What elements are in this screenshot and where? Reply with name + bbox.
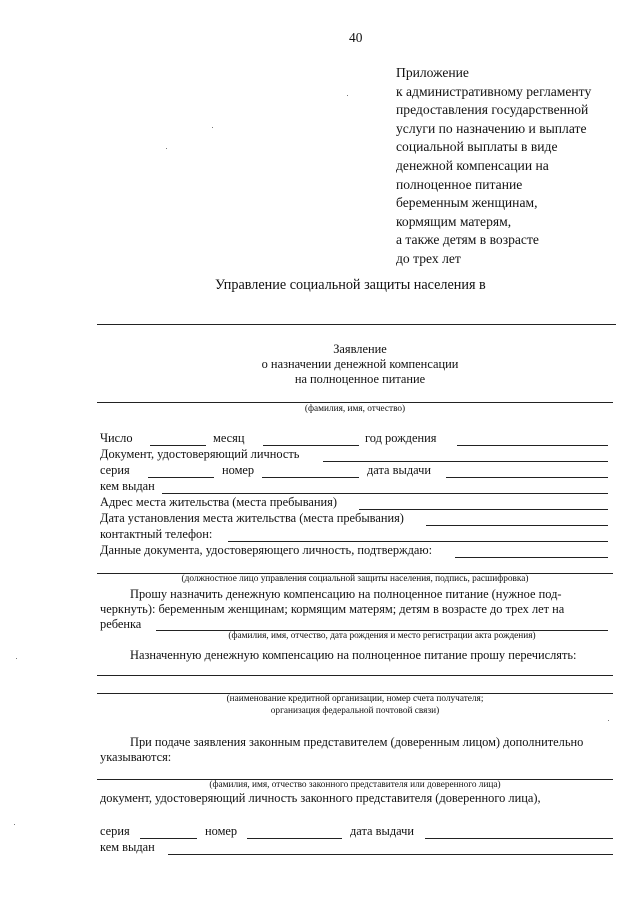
- representative-caption: (фамилия, имя, отчество законного представителя или доверенного лица): [209, 780, 501, 790]
- request-text: ребенка: [100, 617, 142, 631]
- rep-issued-by-field[interactable]: [168, 854, 613, 855]
- form-subtitle: о назначении денежной компенсации: [261, 357, 459, 371]
- scan-speck: [166, 148, 167, 149]
- rep-issue-date-field[interactable]: [425, 838, 613, 839]
- day-field[interactable]: [150, 445, 206, 446]
- addressee-label: Управление социальной защиты населения в: [215, 277, 486, 293]
- appendix-line: Приложение: [396, 65, 469, 80]
- transfer-text: Назначенную денежную компенсацию на полноценное питание прошу перечислять:: [130, 648, 577, 662]
- month-label: месяц: [213, 431, 245, 445]
- phone-field[interactable]: [228, 541, 608, 542]
- bank-caption: (наименование кредитной организации, номер счета получателя;: [226, 694, 484, 704]
- number-label: номер: [222, 463, 255, 477]
- issue-date-label: дата выдачи: [367, 463, 431, 477]
- appendix-line: а также детям в возрасте: [396, 232, 539, 248]
- fio-line[interactable]: [97, 402, 613, 403]
- appendix-line: полноценное питание: [396, 176, 523, 192]
- issued-by-label: кем выдан: [100, 479, 155, 493]
- representative-text: При подаче заявления законным представителем (доверенным лицом) дополнительно: [130, 735, 584, 749]
- day-label: Число: [100, 431, 133, 445]
- addressee-line[interactable]: [97, 324, 616, 325]
- scan-speck: [608, 720, 609, 721]
- appendix-line: к административному регламенту: [396, 83, 592, 99]
- rep-series-field[interactable]: [140, 838, 197, 839]
- appendix-line: до трех лет: [396, 250, 461, 266]
- representative-doc-label: документ, удостоверяющий личность законного представителя (доверенного лица),: [100, 791, 541, 805]
- rep-number-label: номер: [205, 824, 238, 838]
- bank-caption: организация федеральной почтовой связи): [270, 706, 440, 716]
- address-label: Адрес места жительства (места пребывания): [100, 495, 337, 509]
- scan-speck: [212, 127, 213, 128]
- rep-issued-by-label: кем выдан: [100, 840, 155, 854]
- id-document-label: Документ, удостоверяющий личность: [100, 447, 300, 461]
- scan-speck: [16, 658, 17, 659]
- form-subtitle: на полноценное питание: [294, 372, 426, 386]
- appendix-line: денежной компенсации на: [396, 157, 549, 173]
- issue-date-field[interactable]: [446, 477, 608, 478]
- rep-series-label: серия: [100, 824, 130, 838]
- child-caption: (фамилия, имя, отчество, дата рождения и место регистрации акта рождения): [228, 631, 536, 641]
- page-number: 40: [349, 30, 363, 45]
- residence-date-label: Дата установления места жительства (места пребывания): [100, 511, 404, 525]
- residence-date-field[interactable]: [426, 525, 608, 526]
- appendix-line: услуги по назначению и выплате: [396, 120, 587, 136]
- appendix-line: беременным женщинам,: [396, 195, 538, 211]
- appendix-line: предоставления государственной: [396, 102, 589, 118]
- form-title: Заявление: [333, 342, 387, 356]
- fio-caption: (фамилия, имя, отчество): [304, 404, 406, 414]
- scan-speck: [14, 824, 15, 825]
- id-confirm-label: Данные документа, удостоверяющего личность, подтверждаю:: [100, 543, 433, 557]
- request-text: Прошу назначить денежную компенсацию на полноценное питание (нужное под-: [130, 587, 562, 601]
- request-text: черкнуть): беременным женщинам; кормящим матерям; детям в возрасте до трех лет на: [100, 602, 565, 616]
- transfer-field-1[interactable]: [97, 675, 613, 676]
- series-label: серия: [100, 463, 130, 477]
- address-field[interactable]: [359, 509, 608, 510]
- scan-speck: [347, 95, 348, 96]
- appendix-line: кормящим матерям,: [396, 213, 512, 229]
- month-field[interactable]: [263, 445, 359, 446]
- rep-number-field[interactable]: [247, 838, 342, 839]
- appendix-line: социальной выплаты в виде: [396, 139, 558, 155]
- issued-by-field[interactable]: [162, 493, 608, 494]
- appendix-block: [396, 64, 591, 269]
- phone-label: контактный телефон:: [100, 527, 213, 541]
- representative-text: указываются:: [100, 750, 172, 764]
- id-document-field[interactable]: [323, 461, 608, 462]
- number-field[interactable]: [262, 477, 359, 478]
- official-caption: (должностное лицо управления социальной защиты населения, подпись, расшифровка): [181, 574, 529, 584]
- birth-year-label: год рождения: [365, 431, 437, 445]
- series-field[interactable]: [148, 477, 214, 478]
- id-confirm-field[interactable]: [455, 557, 608, 558]
- rep-issue-date-label: дата выдачи: [350, 824, 414, 838]
- birth-year-field[interactable]: [457, 445, 608, 446]
